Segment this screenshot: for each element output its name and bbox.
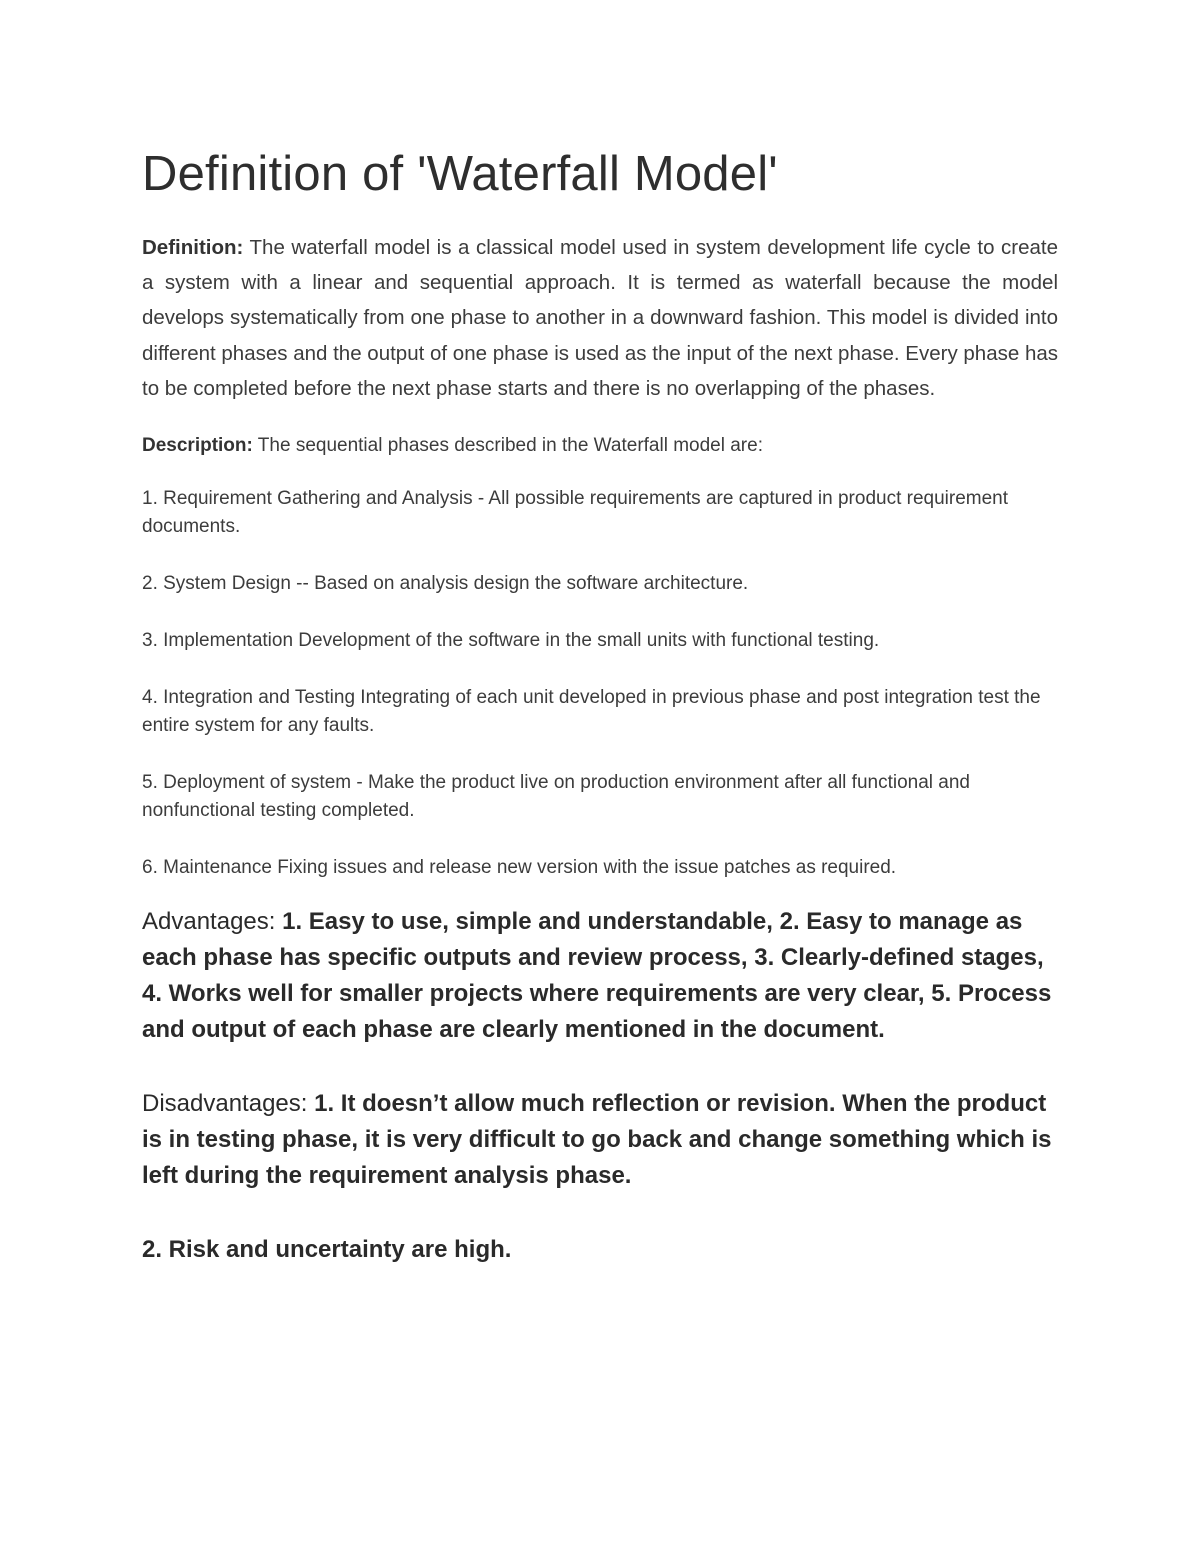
- phase-item-deployment: 5. Deployment of system - Make the product live on production environment after all functional and nonfunctional testing completed.: [142, 772, 970, 822]
- risk-paragraph: 2. Risk and uncertainty are high.: [142, 1236, 512, 1264]
- advantages-text: 1. Easy to use, simple and understandable, 2. Easy to manage as each phase has specific outputs and review process, 3. Clearly-defined stages, 4. Works well for smaller projects where requirements are very clear, 5. Process and output of each phase are clearly mentioned in the document.: [142, 908, 1052, 1044]
- phase-item-system-design: 2. System Design -- Based on analysis design the software architecture.: [142, 573, 749, 595]
- disadvantages-paragraph: [142, 1086, 1058, 1194]
- phase-item-requirements: 1. Requirement Gathering and Analysis - All possible requirements are captured in product requirement documents.: [142, 488, 1009, 538]
- definition-paragraph: [142, 230, 1058, 406]
- phase-list: [142, 485, 1058, 882]
- disadvantages-label: Disadvantages:: [142, 1090, 315, 1118]
- advantages-label: Advantages:: [142, 908, 283, 936]
- phase-item-maintenance: 6. Maintenance Fixing issues and release new version with the issue patches as required.: [142, 857, 897, 879]
- description-label: Description:: [142, 435, 253, 457]
- disadvantages-text: 1. It doesn’t allow much reflection or revision. When the product is in testing phase, it is very difficult to go back and change something which is left during the requirement analysis phase.: [142, 1090, 1052, 1190]
- advantages-paragraph: [142, 904, 1058, 1048]
- document-page: [142, 140, 1058, 1306]
- definition-text: The waterfall model is a classical model used in system development life cycle to create a system with a linear and sequential approach. It is termed as waterfall because the model develops systematically from one phase to another in a downward fashion. This model is divided into different phases and the output of one phase is used as the input of the next phase. Every phase has to be completed before the next phase starts and there is no overlapping of the phases.: [142, 236, 1058, 400]
- definition-label: Definition:: [142, 236, 244, 259]
- phase-item-integration-testing: 4. Integration and Testing Integrating of each unit developed in previous phase and post integration test the entire system for any faults.: [142, 687, 1041, 737]
- description-text: The sequential phases described in the Waterfall model are:: [252, 435, 763, 457]
- page-title: Definition of 'Waterfall Model': [142, 147, 778, 201]
- description-paragraph: [142, 432, 1058, 460]
- phase-item-implementation: 3. Implementation Development of the software in the small units with functional testing.: [142, 630, 880, 652]
